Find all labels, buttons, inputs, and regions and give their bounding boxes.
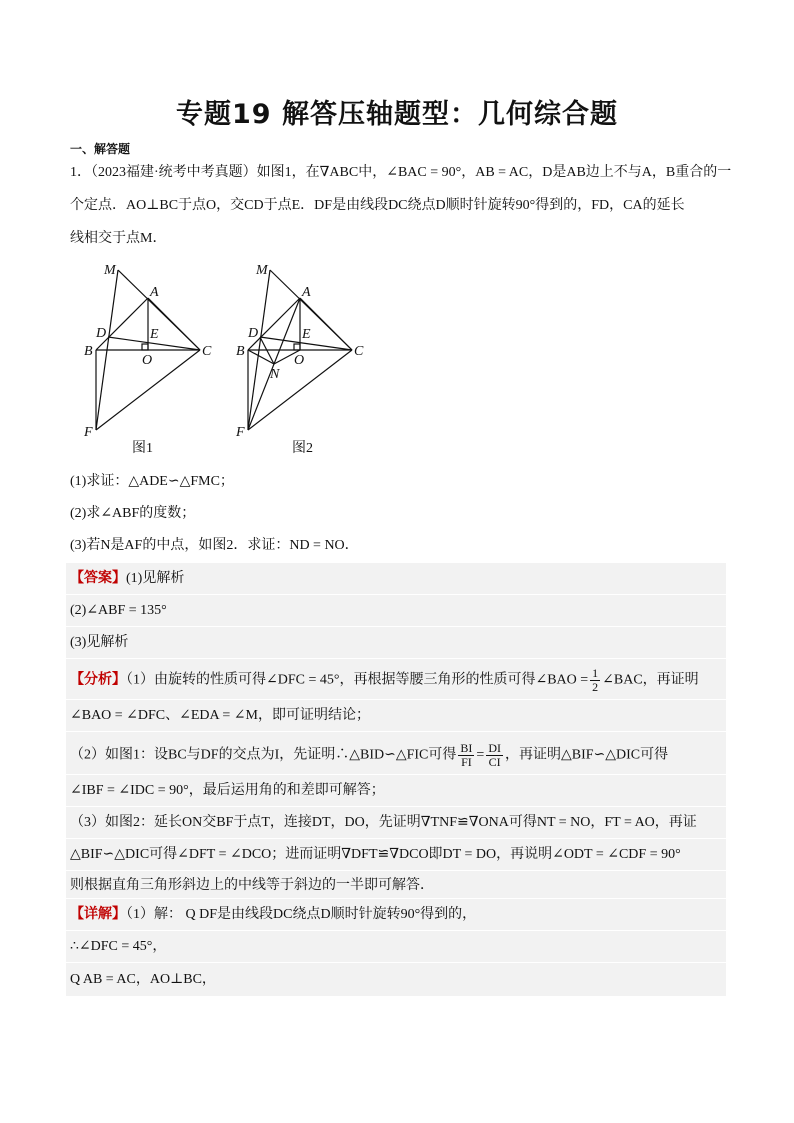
fraction-numerator: 1 (592, 666, 599, 680)
answer-line-1 (70, 569, 725, 589)
fig1-label-F: F (84, 425, 93, 440)
figure-2 (230, 258, 390, 458)
fig2-label-F: F (236, 425, 245, 440)
analysis-line-7: 则根据直角三角形斜边上的中线等于斜边的一半即可解答． (70, 878, 434, 893)
answer-label: 【答案】 (70, 571, 126, 586)
fig2-label-D: D (248, 326, 259, 341)
fig2-label-N: N (270, 367, 280, 382)
question-3: (3)若N是AF的中点，如图2．求证：ND = NO． (70, 538, 359, 553)
analysis-line-5: （3）如图2：延长ON交BF于点T，连接DT，DO，先证明∇TNF≌∇ONA可得NT = NO，FT = AO，再证 (70, 815, 697, 830)
equals-sign: = (476, 747, 485, 763)
problem-line-3: 线相交于点M． (70, 231, 167, 246)
analysis-label: 【分析】 (70, 672, 126, 688)
problem-line-2: 个定点．AO⊥BC于点O，交CD于点E．DF是由线段DC绕点D顺时针旋转90°得到的，FD，CA的延长 (70, 198, 685, 213)
analysis-line-2: ∠BAO = ∠DFC、∠EDA = ∠M，即可证明结论； (70, 708, 370, 723)
fig1-label-M: M (104, 263, 116, 278)
analysis-text-3a: （2）如图1：设BC与DF的交点为I，先证明∴△BID∽△FIC可得 (70, 747, 457, 763)
fraction-numerator: DI (488, 741, 501, 755)
page-title: 专题19 解答压轴题型：几何综合题 (176, 99, 618, 130)
fig1-label-B: B (84, 344, 93, 359)
fraction-denominator: FI (461, 755, 472, 769)
fig2-label-O: O (294, 353, 305, 368)
fig1-label-A: A (150, 285, 159, 300)
question-1: (1)求证：△ADE∽△FMC； (70, 474, 234, 489)
figure-1 (78, 258, 238, 458)
fig2-label-B: B (236, 344, 245, 359)
fig1-label-O: O (142, 353, 153, 368)
detail-line-1 (70, 905, 725, 925)
fig1-label-D: D (96, 326, 107, 341)
fig2-caption: 图2 (292, 441, 313, 456)
fraction-numerator: BI (460, 741, 473, 755)
analysis-text-1a: （1）由旋转的性质可得∠DFC = 45°，再根据等腰三角形的性质可得∠BAO = (126, 672, 589, 688)
analysis-text-1b: ∠BAC，再证明 (602, 672, 699, 688)
question-2: (2)求∠ABF的度数； (70, 506, 196, 521)
analysis-line-1 (70, 667, 725, 694)
fig2-label-A: A (302, 285, 311, 300)
detail-text-1: （1）解： Q DF是由线段DC绕点D顺时针旋转90°得到的， (126, 907, 477, 922)
answer-2: (2)∠ABF = 135° (70, 603, 167, 618)
fig2-label-E: E (302, 327, 311, 342)
fig2-label-C: C (354, 344, 364, 359)
fig1-caption: 图1 (132, 441, 153, 456)
analysis-line-6: △BIF∽△DIC可得∠DFT = ∠DCO；进而证明∇DFT≌∇DCO即DT = DO，再说明∠ODT = ∠CDF = 90° (70, 847, 681, 862)
fig1-label-C: C (202, 344, 212, 359)
detail-line-3: Q AB = AC，AO⊥BC， (70, 972, 216, 987)
fraction-denominator: 2 (592, 680, 599, 694)
fig1-label-E: E (150, 327, 159, 342)
fraction-denominator: CI (488, 755, 501, 769)
analysis-line-3 (70, 742, 725, 769)
answer-3: (3)见解析 (70, 635, 129, 650)
fraction-half (590, 667, 600, 694)
fraction-bi-fi (458, 742, 474, 769)
fig2-label-M: M (256, 263, 268, 278)
answer-1: (1)见解析 (126, 571, 185, 586)
analysis-text-3b: ，再证明△BIF∽△DIC可得 (504, 747, 669, 763)
analysis-line-4: ∠IBF = ∠IDC = 90°，最后运用角的和差即可解答； (70, 783, 385, 798)
fraction-di-ci (486, 742, 503, 769)
detail-label: 【详解】 (70, 907, 126, 922)
section-heading: 一、解答题 (70, 142, 131, 156)
problem-line-1: 1．（2023福建·统考中考真题）如图1，在∇ABC中，∠BAC = 90°，AB = AC，D是AB边上不与A，B重合的一 (70, 165, 732, 180)
detail-line-2: ∴∠DFC = 45°， (70, 939, 167, 954)
